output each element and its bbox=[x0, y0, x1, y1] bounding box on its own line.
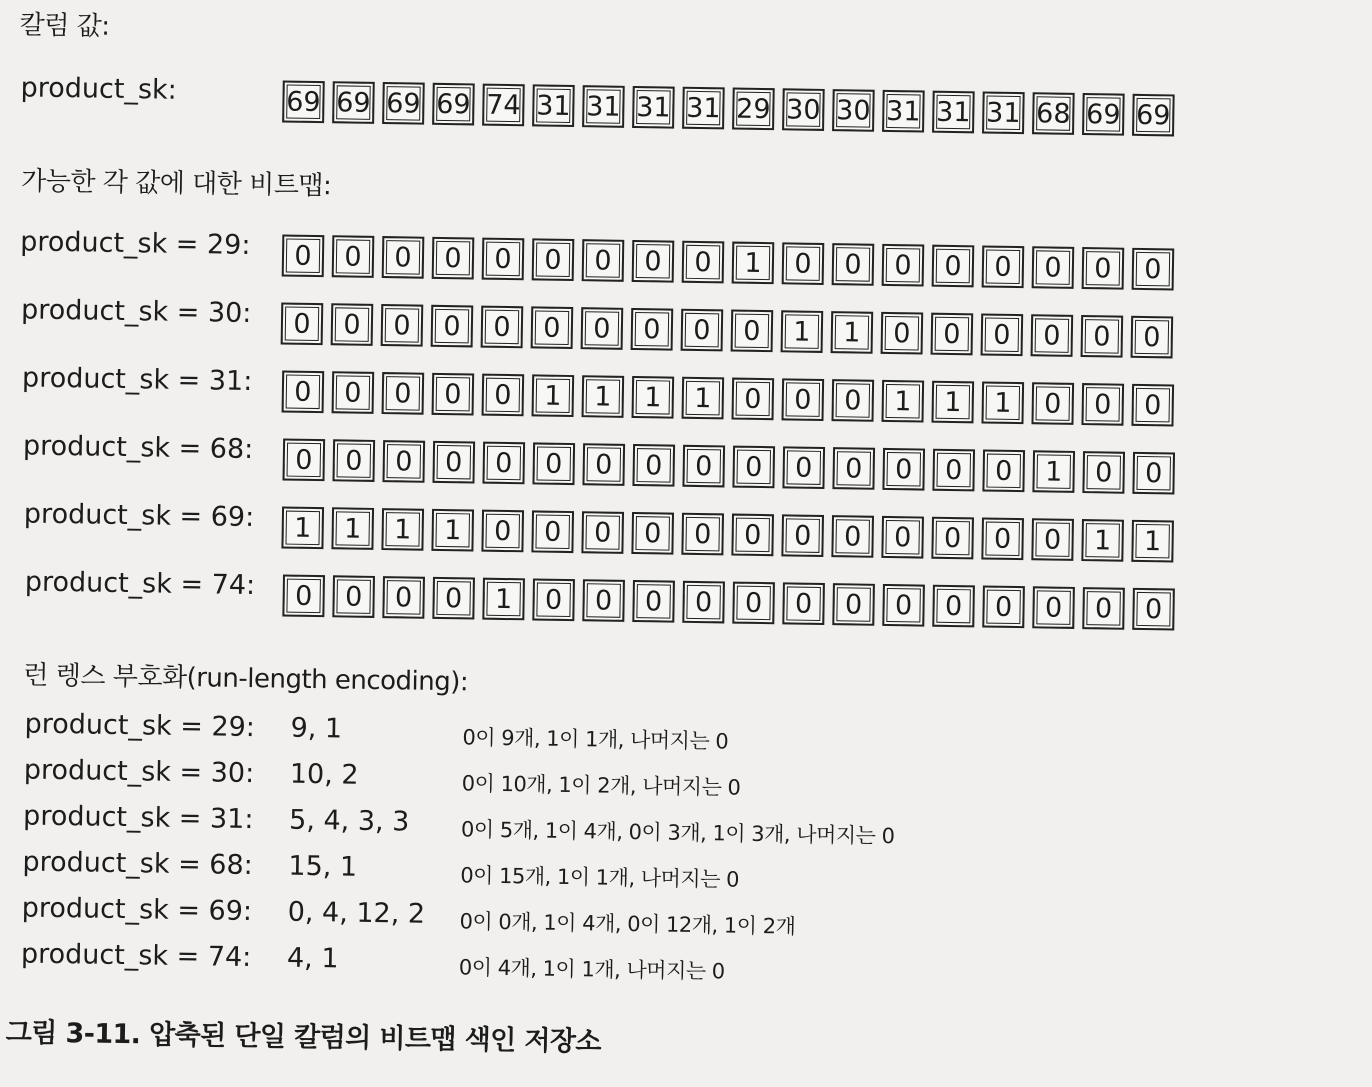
bit-cell-text: 0 bbox=[643, 517, 662, 549]
bit-cell bbox=[582, 375, 625, 418]
value-cell bbox=[982, 91, 1025, 134]
bit-cell bbox=[682, 241, 725, 284]
bitmap-cells bbox=[282, 234, 1175, 290]
bitmap-row-label: product_sk = 31: bbox=[21, 362, 253, 398]
bit-cell bbox=[982, 449, 1025, 492]
bit-cell bbox=[482, 238, 525, 281]
value-cell bbox=[1032, 92, 1075, 135]
bit-cell-text: 0 bbox=[844, 248, 862, 281]
bit-cell bbox=[481, 510, 524, 553]
bit-cell-text: 1 bbox=[594, 380, 612, 413]
bit-cell-text: 0 bbox=[843, 384, 862, 417]
bit-cell-text: 0 bbox=[794, 248, 812, 280]
bit-cell-text: 1 bbox=[644, 381, 662, 413]
value-cell-text: 30 bbox=[785, 93, 821, 126]
bit-cell-text: 0 bbox=[1094, 252, 1112, 284]
bit-cell-text: 0 bbox=[993, 319, 1011, 351]
bit-cell bbox=[782, 242, 825, 285]
bit-cell-text: 1 bbox=[494, 583, 513, 615]
bit-cell-text: 0 bbox=[844, 452, 863, 485]
bit-cell-text: 0 bbox=[793, 384, 812, 416]
bit-cell-text: 0 bbox=[744, 587, 763, 619]
bit-cell-text: 1 bbox=[1044, 455, 1063, 488]
bit-cell bbox=[1032, 586, 1075, 629]
figure-caption: 그림 3-11. 압축된 단일 칼럼의 비트맵 색인 저장소 bbox=[5, 1017, 602, 1058]
bit-cell-text: 0 bbox=[594, 244, 612, 277]
rle-description: 0이 0개, 1이 4개, 0이 12개, 1이 2개 bbox=[459, 909, 796, 939]
rle-value: 10, 2 bbox=[289, 758, 359, 791]
column-values-heading: 칼럼 값: bbox=[19, 10, 110, 42]
bit-cell-text: 0 bbox=[294, 376, 312, 408]
bit-cell-text: 0 bbox=[993, 523, 1012, 555]
bit-cell-text: 0 bbox=[344, 580, 363, 613]
bit-cell bbox=[982, 586, 1025, 629]
bit-cell-text: 0 bbox=[443, 310, 461, 342]
bit-cell bbox=[782, 582, 825, 625]
bit-cell-text: 1 bbox=[744, 247, 762, 279]
bit-cell-text: 0 bbox=[1143, 389, 1162, 421]
bit-cell bbox=[382, 576, 425, 619]
bit-cell-text: 0 bbox=[694, 450, 713, 482]
value-cell bbox=[932, 91, 975, 134]
bit-cell-text: 1 bbox=[1143, 525, 1162, 557]
bit-cell-text: 0 bbox=[294, 240, 312, 272]
bit-cell-text: 0 bbox=[794, 452, 813, 484]
bit-cell bbox=[682, 581, 725, 624]
bit-cell bbox=[832, 243, 875, 286]
bit-cell bbox=[482, 374, 525, 417]
value-cell-text: 31 bbox=[635, 91, 671, 124]
bit-cell bbox=[982, 245, 1025, 288]
product-sk-cells bbox=[282, 80, 1175, 136]
value-cell-text: 69 bbox=[435, 88, 471, 120]
bit-cell-text: 0 bbox=[743, 519, 762, 551]
bit-cell-text: 0 bbox=[843, 520, 862, 553]
bit-cell bbox=[781, 310, 824, 353]
bit-cell-text: 0 bbox=[693, 518, 712, 550]
bit-cell-text: 0 bbox=[743, 315, 761, 347]
bit-cell-text: 1 bbox=[943, 386, 962, 418]
bit-cell-text: 1 bbox=[793, 316, 811, 348]
bit-cell bbox=[881, 312, 924, 355]
bit-cell-text: 0 bbox=[643, 313, 661, 345]
bit-cell-text: 0 bbox=[594, 584, 613, 617]
bit-cell bbox=[731, 514, 774, 557]
bit-cell bbox=[1132, 588, 1175, 631]
bit-cell-text: 1 bbox=[1093, 524, 1112, 557]
bit-cell-text: 0 bbox=[1044, 251, 1062, 284]
bitmap-cells bbox=[282, 370, 1175, 426]
bit-cell bbox=[1132, 452, 1175, 495]
bit-cell bbox=[431, 305, 474, 348]
bit-cell-text: 0 bbox=[1044, 591, 1063, 624]
bit-cell bbox=[532, 374, 575, 417]
bit-cell bbox=[1082, 587, 1125, 630]
bit-cell-text: 0 bbox=[944, 454, 963, 486]
bit-cell bbox=[682, 377, 725, 420]
bit-cell bbox=[581, 511, 624, 554]
bitmap-row-label: product_sk = 68: bbox=[22, 430, 254, 466]
value-cell-text: 31 bbox=[535, 89, 571, 122]
rle-value: 15, 1 bbox=[288, 850, 358, 883]
bit-cell-text: 0 bbox=[1043, 319, 1061, 352]
bit-cell bbox=[931, 517, 974, 560]
bit-cell-text: 0 bbox=[343, 308, 361, 341]
bit-cell-text: 0 bbox=[593, 312, 611, 345]
value-cell bbox=[432, 83, 475, 126]
bit-cell-text: 0 bbox=[394, 581, 413, 614]
bit-cell-text: 0 bbox=[943, 318, 961, 350]
bit-cell bbox=[1082, 247, 1125, 290]
bit-cell bbox=[831, 311, 874, 354]
bit-cell bbox=[732, 446, 775, 489]
bit-cell bbox=[1032, 246, 1075, 289]
bit-cell-text: 0 bbox=[543, 516, 562, 548]
rle-value: 0, 4, 12, 2 bbox=[287, 896, 426, 930]
bit-cell bbox=[431, 509, 474, 552]
bit-cell bbox=[631, 512, 674, 555]
bit-cell-text: 0 bbox=[594, 448, 613, 481]
bit-cell-text: 0 bbox=[644, 449, 663, 481]
bit-cell-text: 1 bbox=[343, 512, 362, 545]
bit-cell-text: 0 bbox=[743, 383, 762, 415]
bit-cell-text: 0 bbox=[593, 516, 612, 549]
bit-cell bbox=[531, 306, 574, 349]
rle-label: product_sk = 30: bbox=[23, 754, 255, 790]
bit-cell-text: 0 bbox=[693, 314, 711, 346]
bitmap-cells bbox=[281, 506, 1174, 562]
bit-cell bbox=[932, 449, 975, 492]
bit-cell-text: 0 bbox=[493, 311, 511, 343]
bit-cell-text: 0 bbox=[544, 584, 563, 616]
bit-cell bbox=[932, 245, 975, 288]
value-cell bbox=[1082, 93, 1125, 136]
bit-cell-text: 1 bbox=[843, 316, 861, 349]
value-cell bbox=[282, 80, 325, 123]
bit-cell bbox=[882, 448, 925, 491]
rle-description: 0이 10개, 1이 2개, 나머지는 0 bbox=[461, 771, 741, 800]
bit-cell bbox=[732, 378, 775, 421]
value-cell-text: 69 bbox=[1135, 99, 1171, 131]
bit-cell bbox=[681, 513, 724, 556]
bit-cell bbox=[932, 585, 975, 628]
bit-cell bbox=[631, 308, 674, 351]
bit-cell-text: 1 bbox=[443, 514, 462, 546]
bit-cell bbox=[282, 370, 325, 413]
value-cell-text: 31 bbox=[685, 92, 721, 124]
bit-cell-text: 0 bbox=[944, 590, 963, 622]
value-cell bbox=[482, 84, 525, 127]
bit-cell bbox=[632, 444, 675, 487]
bit-cell-text: 0 bbox=[1144, 457, 1163, 489]
value-cell-text: 74 bbox=[485, 89, 521, 121]
value-cell bbox=[832, 89, 875, 132]
bit-cell bbox=[981, 517, 1024, 560]
rle-label: product_sk = 69: bbox=[21, 892, 253, 928]
bit-cell bbox=[332, 371, 375, 414]
rle-heading: 런 렝스 부호화(run-length encoding): bbox=[23, 660, 469, 698]
bit-cell bbox=[1031, 314, 1074, 357]
value-cell-text: 69 bbox=[336, 86, 371, 119]
bit-cell bbox=[1131, 384, 1174, 427]
bit-cell bbox=[482, 578, 525, 621]
bit-cell-text: 0 bbox=[344, 240, 362, 273]
bit-cell bbox=[282, 439, 325, 482]
value-cell-text: 31 bbox=[585, 90, 621, 123]
bit-cell-text: 0 bbox=[1093, 320, 1111, 352]
bit-cell bbox=[632, 240, 675, 283]
value-cell-text: 68 bbox=[1035, 97, 1071, 130]
bit-cell bbox=[332, 439, 375, 482]
bit-cell-text: 0 bbox=[444, 242, 462, 274]
bit-cell bbox=[632, 580, 675, 623]
bit-cell bbox=[281, 506, 324, 549]
bitmap-row-label: product_sk = 29: bbox=[19, 226, 251, 261]
rle-label: product_sk = 29: bbox=[24, 708, 256, 744]
bit-cell-text: 0 bbox=[494, 243, 512, 275]
bit-cell-text: 0 bbox=[1144, 253, 1162, 285]
value-cell bbox=[582, 85, 625, 128]
bit-cell bbox=[282, 234, 325, 277]
bit-cell-text: 0 bbox=[394, 241, 412, 273]
value-cell-text: 31 bbox=[885, 95, 921, 127]
bit-cell bbox=[332, 575, 375, 618]
value-cell-text: 69 bbox=[1085, 98, 1121, 131]
bit-cell bbox=[931, 381, 974, 424]
bit-cell bbox=[632, 376, 675, 419]
bit-cell-text: 0 bbox=[444, 378, 462, 410]
bit-cell-text: 0 bbox=[394, 445, 413, 478]
rle-description: 0이 9개, 1이 1개, 나머지는 0 bbox=[462, 725, 729, 754]
bit-cell bbox=[432, 237, 475, 280]
bit-cell-text: 0 bbox=[494, 447, 513, 479]
bit-cell bbox=[981, 313, 1024, 356]
bit-cell bbox=[1131, 316, 1174, 359]
bit-cell bbox=[382, 236, 425, 279]
bit-cell-text: 0 bbox=[1043, 523, 1062, 556]
bit-cell bbox=[432, 441, 475, 484]
product-sk-label: product_sk: bbox=[20, 72, 178, 106]
bit-cell-text: 0 bbox=[644, 585, 663, 617]
bit-cell-text: 0 bbox=[894, 249, 912, 281]
bit-cell bbox=[432, 577, 475, 620]
bit-cell-text: 0 bbox=[544, 244, 562, 276]
bit-cell bbox=[781, 378, 824, 421]
bit-cell bbox=[1081, 315, 1124, 358]
rle-description: 0이 5개, 1이 4개, 0이 3개, 1이 3개, 나머지는 0 bbox=[460, 817, 895, 849]
bit-cell-text: 0 bbox=[543, 312, 561, 344]
bit-cell-text: 0 bbox=[544, 448, 563, 480]
bit-cell-text: 1 bbox=[293, 512, 312, 544]
bit-cell bbox=[1032, 450, 1075, 493]
value-cell bbox=[632, 86, 675, 129]
bit-cell bbox=[682, 445, 725, 488]
rle-description: 0이 15개, 1이 1개, 나머지는 0 bbox=[460, 863, 740, 892]
bit-cell bbox=[1132, 248, 1175, 291]
value-cell bbox=[1132, 94, 1175, 137]
bit-cell bbox=[882, 584, 925, 627]
bit-cell-text: 0 bbox=[944, 250, 962, 282]
bit-cell bbox=[432, 373, 475, 416]
bit-cell bbox=[931, 313, 974, 356]
value-cell bbox=[332, 81, 375, 124]
bit-cell-text: 0 bbox=[294, 580, 313, 612]
bit-cell-text: 1 bbox=[544, 380, 562, 412]
value-cell bbox=[682, 87, 725, 130]
bit-cell-text: 0 bbox=[694, 246, 712, 278]
bit-cell bbox=[882, 244, 925, 287]
bit-cell-text: 0 bbox=[1093, 388, 1112, 421]
bitmap-row-label: product_sk = 74: bbox=[24, 566, 256, 602]
bit-cell-text: 0 bbox=[344, 376, 362, 409]
value-cell-text: 30 bbox=[835, 94, 871, 127]
bit-cell-text: 0 bbox=[344, 444, 363, 477]
bit-cell-text: 0 bbox=[444, 446, 463, 478]
bit-cell-text: 0 bbox=[794, 588, 813, 620]
bit-cell bbox=[331, 303, 374, 346]
bit-cell bbox=[981, 381, 1024, 424]
rle-value: 4, 1 bbox=[286, 942, 339, 975]
bit-cell bbox=[532, 578, 575, 621]
bit-cell bbox=[582, 239, 625, 282]
bit-cell bbox=[1031, 382, 1074, 425]
bit-cell-text: 0 bbox=[493, 515, 512, 547]
product-sk-row bbox=[0, 72, 1371, 150]
bitmap-cells bbox=[281, 302, 1174, 358]
bit-cell bbox=[832, 583, 875, 626]
bit-cell bbox=[732, 582, 775, 625]
bit-cell bbox=[332, 235, 375, 278]
rle-label: product_sk = 74: bbox=[20, 938, 252, 974]
bit-cell-text: 0 bbox=[1094, 592, 1113, 625]
bitmap-row-label: product_sk = 69: bbox=[23, 498, 255, 534]
bit-cell-text: 1 bbox=[993, 387, 1012, 419]
bit-cell-text: 0 bbox=[294, 444, 313, 476]
value-cell bbox=[882, 90, 925, 133]
bit-cell-text: 0 bbox=[694, 586, 713, 618]
bit-cell bbox=[881, 380, 924, 423]
value-cell bbox=[382, 82, 425, 125]
bit-cell bbox=[732, 242, 775, 285]
bit-cell bbox=[532, 238, 575, 281]
bitmap-cells bbox=[282, 575, 1175, 631]
bit-cell bbox=[382, 372, 425, 415]
bitmap-cells bbox=[282, 439, 1175, 495]
bit-cell bbox=[881, 516, 924, 559]
bit-cell-text: 1 bbox=[893, 385, 912, 417]
value-cell-text: 31 bbox=[985, 97, 1021, 129]
bit-cell-text: 0 bbox=[1094, 456, 1113, 489]
bit-cell bbox=[281, 302, 324, 345]
rle-label: product_sk = 31: bbox=[22, 800, 254, 836]
bit-cell-text: 0 bbox=[894, 453, 913, 485]
bit-cell bbox=[831, 379, 874, 422]
bit-cell bbox=[282, 575, 325, 618]
bit-cell-text: 0 bbox=[943, 522, 962, 554]
bit-cell-text: 0 bbox=[994, 455, 1013, 487]
bit-cell-text: 0 bbox=[844, 588, 863, 621]
bit-cell-text: 0 bbox=[744, 451, 763, 483]
bit-cell bbox=[531, 510, 574, 553]
bitmaps-heading: 가능한 각 값에 대한 비트맵: bbox=[20, 166, 332, 202]
bit-cell-text: 0 bbox=[1043, 387, 1062, 420]
value-cell bbox=[732, 88, 775, 131]
bit-cell bbox=[482, 442, 525, 485]
rle-description: 0이 4개, 1이 1개, 나머지는 0 bbox=[458, 955, 725, 984]
bit-cell bbox=[1081, 383, 1124, 426]
bit-cell bbox=[1081, 519, 1124, 562]
bit-cell-text: 1 bbox=[393, 513, 412, 546]
bit-cell-text: 0 bbox=[893, 521, 912, 553]
bit-cell bbox=[582, 443, 625, 486]
bit-cell bbox=[1031, 518, 1074, 561]
bitmap-row-label: product_sk = 30: bbox=[20, 294, 252, 329]
bit-cell bbox=[731, 310, 774, 353]
bit-cell bbox=[481, 306, 524, 349]
bit-cell bbox=[832, 447, 875, 490]
bit-cell bbox=[1131, 520, 1174, 563]
bit-cell bbox=[831, 515, 874, 558]
bit-cell-text: 0 bbox=[644, 245, 662, 277]
bit-cell-text: 0 bbox=[444, 582, 463, 614]
bit-cell-text: 0 bbox=[494, 379, 512, 411]
value-cell-text: 29 bbox=[735, 93, 771, 125]
bit-cell bbox=[581, 307, 624, 350]
value-cell-text: 31 bbox=[935, 96, 971, 128]
bit-cell-text: 0 bbox=[994, 251, 1012, 283]
value-cell-text: 69 bbox=[286, 86, 321, 118]
bit-cell bbox=[582, 579, 625, 622]
bit-cell bbox=[782, 446, 825, 489]
rle-value: 5, 4, 3, 3 bbox=[288, 804, 410, 838]
bit-cell bbox=[781, 514, 824, 557]
bit-cell bbox=[382, 440, 425, 483]
bit-cell bbox=[381, 508, 424, 551]
bit-cell bbox=[532, 442, 575, 485]
bit-cell bbox=[681, 309, 724, 352]
bit-cell-text: 0 bbox=[393, 309, 411, 341]
value-cell bbox=[782, 88, 825, 131]
bit-cell-text: 0 bbox=[793, 520, 812, 552]
bit-cell-text: 0 bbox=[1143, 321, 1161, 353]
rle-value: 9, 1 bbox=[290, 712, 343, 745]
bit-cell bbox=[331, 507, 374, 550]
value-cell-text: 69 bbox=[385, 87, 421, 120]
rle-label: product_sk = 68: bbox=[22, 846, 253, 882]
bit-cell bbox=[1082, 451, 1125, 494]
bit-cell-text: 0 bbox=[293, 308, 311, 340]
bit-cell-text: 0 bbox=[894, 589, 913, 621]
bit-cell bbox=[381, 304, 424, 347]
bit-cell-text: 0 bbox=[893, 317, 911, 349]
bitmap-row bbox=[0, 566, 1363, 644]
value-cell bbox=[532, 84, 575, 127]
bit-cell-text: 0 bbox=[994, 591, 1013, 623]
bit-cell-text: 0 bbox=[1144, 593, 1163, 625]
bit-cell-text: 1 bbox=[693, 382, 712, 414]
bit-cell-text: 0 bbox=[394, 377, 412, 410]
